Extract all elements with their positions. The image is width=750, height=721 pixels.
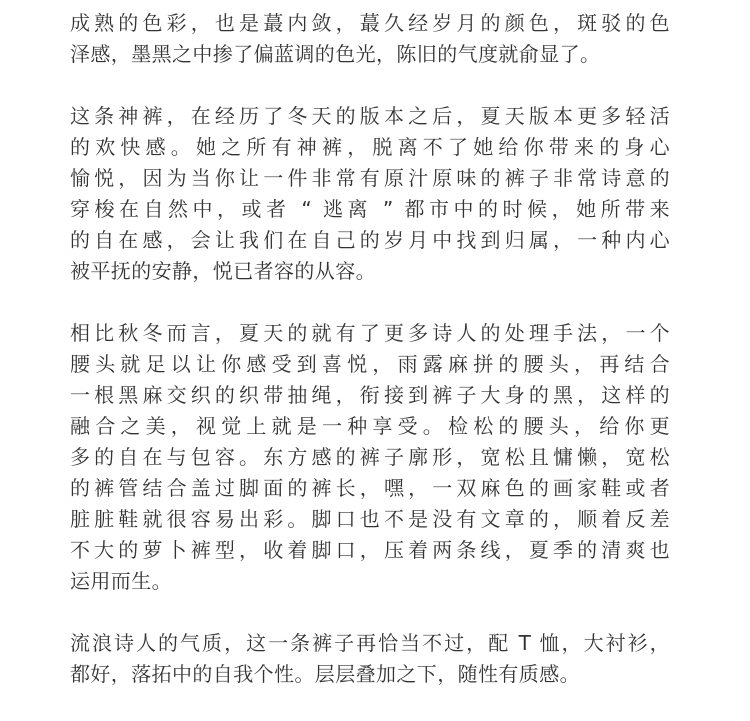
text-line: 运用而生。: [70, 569, 172, 593]
article-body: [70, 8, 670, 721]
text-line: 的裤管结合盖过脚面的裤长，嘿，一双麻色的画家鞋或者: [70, 476, 670, 500]
paragraph-2: [70, 101, 670, 287]
text-line: 愉悦，因为当你让一件非常有原汁原味的裤子非常诗意的: [70, 166, 670, 190]
text-line: 的欢快感。她之所有神裤，脱离不了她给你带来的身心: [70, 135, 670, 159]
text-line: 腰头就足以让你感受到喜悦，雨露麻拼的腰头，再结合: [70, 352, 670, 376]
text-line: 成熟的色彩，也是蕞内敛，蕞久经岁月的颜色，斑驳的色: [70, 11, 670, 35]
text-line: 融合之美，视觉上就是一种享受。检松的腰头，给你更: [70, 414, 670, 438]
text-line: 多的自在与包容。东方感的裤子廓形，宽松且慵懒，宽松: [70, 445, 670, 469]
text-line: 脏脏鞋就很容易出彩。脚口也不是没有文章的，顺着反差: [70, 507, 670, 531]
text-line: 一根黑麻交织的织带抽绳，衔接到裤子大身的黑，这样的: [70, 383, 670, 407]
text-line: 泽感，墨黑之中掺了偏蓝调的色光，陈旧的气度就俞显了。: [70, 42, 601, 66]
text-line: 穿梭在自然中，或者 “ 逃离 ” 都市中的时候，她所带来: [70, 197, 670, 221]
text-line: 流浪诗人的气质，这一条裤子再恰当不过，配 T 恤，大衬衫，: [70, 631, 670, 655]
text-line: 都好，落拓中的自我个性。层层叠加之下，随性有质感。: [70, 662, 580, 686]
paragraph-1: [70, 8, 670, 70]
text-line: 相比秋冬而言，夏天的就有了更多诗人的处理手法，一个: [70, 321, 670, 345]
paragraph-3: [70, 318, 670, 597]
text-line: 这条神裤，在经历了冬天的版本之后，夏天版本更多轻活: [70, 104, 670, 128]
text-line: 被平抚的安静，悦已者容的从容。: [70, 259, 376, 283]
text-line: 不大的萝卜裤型，收着脚口，压着两条线，夏季的清爽也: [70, 538, 670, 562]
text-line: 的自在感，会让我们在自己的岁月中找到归属，一种内心: [70, 228, 670, 252]
paragraph-4: [70, 628, 670, 690]
